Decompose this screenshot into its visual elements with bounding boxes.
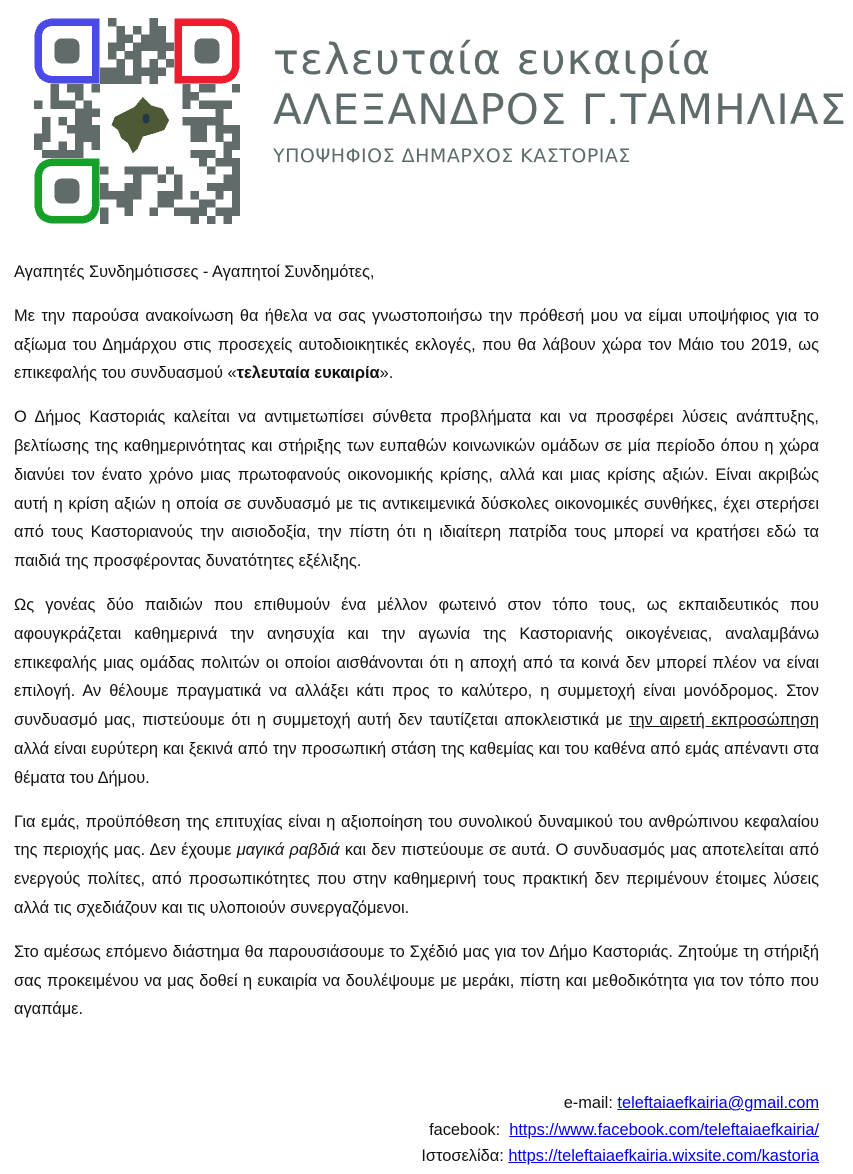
- italic-phrase: μαγικά ραβδιά: [236, 841, 340, 860]
- qr-module: [42, 125, 50, 133]
- qr-module: [158, 34, 166, 42]
- qr-module: [232, 183, 240, 191]
- qr-module: [100, 67, 108, 75]
- qr-module: [215, 183, 223, 191]
- qr-module: [182, 92, 190, 100]
- qr-module: [34, 142, 42, 150]
- qr-module: [59, 142, 67, 150]
- qr-module: [174, 183, 182, 191]
- qr-module: [215, 125, 223, 133]
- qr-module: [50, 92, 58, 100]
- qr-module: [92, 84, 100, 92]
- qr-module: [42, 117, 50, 125]
- qr-module: [92, 125, 100, 133]
- qr-module: [224, 125, 232, 133]
- qr-module: [224, 216, 232, 224]
- letter-body: [14, 258, 819, 1039]
- qr-module: [199, 199, 207, 207]
- qr-module: [199, 125, 207, 133]
- qr-module: [232, 133, 240, 141]
- qr-module: [191, 150, 199, 158]
- qr-module: [199, 84, 207, 92]
- qr-module: [199, 117, 207, 125]
- salutation: Αγαπητές Συνδημότισσες - Αγαπητοί Συνδημότες,: [14, 263, 375, 281]
- paragraph-text: Για εμάς, προϋπόθεση της επιτυχίας είναι η αξιοποίηση του συνολικού δυναμικού του ανθρώπινου κεφαλαίου της περιοχής μας. Δεν έχουμε: [14, 812, 819, 860]
- qr-module: [215, 100, 223, 108]
- qr-module: [59, 150, 67, 158]
- qr-module: [166, 59, 174, 67]
- qr-module: [224, 158, 232, 166]
- qr-module: [67, 150, 75, 158]
- qr-finder-top-left-eye: [55, 39, 80, 64]
- paragraph-municipality-problems: Ο Δήμος Καστοριάς καλείται να αντιμετωπίσει σύνθετα προβλήματα και να προσφέρει λύσεις ανάπτυξης, βελτίωσης της καθημερινότητας και στήριξης των ευπαθών κοινωνικών ομάδων σε μία περίοδο όπου η χώρα διανύει τον ένατο χρόνο μιας πρωτοφανούς οικονομικής κρίσης, αλλά και μιας κρίσης αξιών. Είναι ακριβώς αυτή η κρίση αξιών η οποία σε συνδυασμό με τις αντικειμενικά δύσκολες οικονομικές συνθήκες, έχει στερήσει από τους Καστοριανούς την αισιοδοξία, την πίστη ότι η ιδιαίτερη πατρίδα τους μπορεί να κρατήσει εδώ τα παιδιά της προσφέροντας δυνατότητες εξέλιξης.: [14, 408, 819, 571]
- qr-module: [125, 51, 133, 59]
- qr-module: [141, 166, 149, 174]
- paragraph-text: Ως γονέας δύο παιδιών που επιθυμούν ένα μέλλον φωτεινό στον τόπο τους, ως εκπαιδευτικός που αφουγκράζεται καθημερινά την ανησυχία και την αγωνία της Καστοριανής οικογένειας, αναλαμβάνω επικεφαλής μιας ομάδας πολιτών οι οποίοι αισθάνονται ότι η αποχή από τα κοινά δεν μπορεί πλέον να είναι επιλογή. Αν θέλουμε πραγματικά να αλλάξει κάτι προς το καλύτερο, η συμμετοχή είναι μονόδρομος. Στον συνδυασμό μας, πιστεύουμε ότι η συμμετοχή αυτή δεν ταυτίζεται αποκλειστικά με: [14, 595, 819, 730]
- qr-module: [232, 125, 240, 133]
- qr-module: [100, 183, 108, 191]
- kastoria-map-icon: [111, 97, 169, 153]
- qr-module: [191, 133, 199, 141]
- paragraph-closing: Στο αμέσως επόμενο διάστημα θα παρουσιάσουμε το Σχέδιό μας για τον Δήμο Καστοριάς. Ζητούμε τη στήριξή σας προκειμένου να μας δοθεί η ευκαιρία να δουλέψουμε με μεράκι, πίστη και μεθοδικότητα για τον τόπο που αγαπάμε.: [14, 942, 819, 1019]
- qr-module: [92, 133, 100, 141]
- qr-module: [182, 117, 190, 125]
- qr-module: [116, 191, 124, 199]
- paragraph-intention: [14, 302, 819, 388]
- qr-module: [199, 133, 207, 141]
- qr-module: [191, 125, 199, 133]
- qr-module: [83, 125, 91, 133]
- qr-module: [125, 166, 133, 174]
- paragraph-text: αλλά είναι ευρύτερη και ξεκινά από την προσωπική στάση της καθεμίας και του καθένα από εμάς απέναντι στα θέματα του Δήμου.: [14, 739, 819, 787]
- qr-module: [191, 216, 199, 224]
- qr-module: [50, 150, 58, 158]
- qr-module: [125, 183, 133, 191]
- email-label: e-mail:: [563, 1094, 618, 1112]
- qr-module: [59, 117, 67, 125]
- email-link[interactable]: teleftaiaefkairia@gmail.com: [617, 1094, 819, 1112]
- paragraph-human-capital: [14, 808, 819, 923]
- contact-email-row: [421, 1090, 819, 1117]
- qr-module: [108, 191, 116, 199]
- paragraph-text: Με την παρούσα ανακοίνωση θα ήθελα να σας γνωστοποιήσω την πρόθεσή μου να είμαι υποψήφιος για το αξίωμα του Δημάρχου στις προσεχείς αυτοδιοικητικές εκλογές, που θα λάβουν χώρα τον Μάιο του 2019, ως επικεφαλής του συνδυασμού «: [14, 306, 819, 383]
- qr-finder-bottom-left-eye: [55, 179, 80, 204]
- qr-module: [166, 199, 174, 207]
- qr-module: [133, 191, 141, 199]
- qr-module: [100, 166, 108, 174]
- contact-info: [421, 1090, 819, 1170]
- qr-module: [125, 208, 133, 216]
- qr-module: [125, 34, 133, 42]
- contact-facebook-row: [421, 1117, 819, 1144]
- paragraph-text: ».: [379, 364, 394, 383]
- qr-module: [100, 191, 108, 199]
- qr-module: [108, 67, 116, 75]
- qr-module: [116, 59, 124, 67]
- qr-module: [116, 26, 124, 34]
- qr-module: [133, 26, 141, 34]
- qr-module: [92, 142, 100, 150]
- qr-module: [108, 43, 116, 51]
- candidate-subtitle: ΥΠΟΨΗΦΙΟΣ ΔΗΜΑΡΧΟΣ ΚΑΣΤΟΡΙΑΣ: [273, 145, 631, 167]
- qr-module: [59, 100, 67, 108]
- qr-module: [224, 183, 232, 191]
- qr-module: [215, 117, 223, 125]
- qr-module: [207, 100, 215, 108]
- qr-module: [50, 100, 58, 108]
- qr-module: [215, 191, 223, 199]
- qr-module: [75, 84, 83, 92]
- contact-website-row: [421, 1143, 819, 1170]
- qr-module: [174, 208, 182, 216]
- qr-module: [149, 76, 157, 84]
- qr-module: [83, 117, 91, 125]
- qr-module: [34, 133, 42, 141]
- qr-module: [116, 67, 124, 75]
- qr-module: [215, 133, 223, 141]
- qr-module: [75, 117, 83, 125]
- qr-module: [75, 92, 83, 100]
- qr-module: [108, 76, 116, 84]
- qr-module: [224, 100, 232, 108]
- qr-module: [182, 84, 190, 92]
- qr-module: [166, 166, 174, 174]
- qr-module: [182, 100, 190, 108]
- qr-module: [158, 191, 166, 199]
- qr-module: [215, 109, 223, 117]
- qr-module: [116, 199, 124, 207]
- qr-module: [116, 34, 124, 42]
- qr-module: [108, 18, 116, 26]
- qr-module: [232, 208, 240, 216]
- qr-module: [158, 199, 166, 207]
- qr-module: [75, 125, 83, 133]
- qr-module: [149, 43, 157, 51]
- qr-module: [158, 175, 166, 183]
- qr-module: [158, 43, 166, 51]
- qr-module: [34, 100, 42, 108]
- qr-module: [207, 216, 215, 224]
- facebook-link[interactable]: https://www.facebook.com/teleftaiaefkairia/: [509, 1120, 819, 1139]
- qr-module: [174, 191, 182, 199]
- qr-module: [149, 26, 157, 34]
- qr-module: [224, 142, 232, 150]
- qr-module: [224, 208, 232, 216]
- qr-module: [199, 158, 207, 166]
- qr-module: [133, 175, 141, 183]
- website-link[interactable]: https://teleftaiaefkairia.wixsite.com/kastoria: [508, 1147, 819, 1165]
- qr-module: [83, 133, 91, 141]
- qr-module: [232, 158, 240, 166]
- qr-module: [75, 150, 83, 158]
- qr-module: [166, 43, 174, 51]
- qr-module: [108, 51, 116, 59]
- qr-module: [174, 175, 182, 183]
- qr-module: [133, 166, 141, 174]
- qr-module: [149, 59, 157, 67]
- qr-module: [75, 133, 83, 141]
- qr-module: [67, 100, 75, 108]
- qr-module: [149, 34, 157, 42]
- qr-module: [207, 117, 215, 125]
- underlined-phrase: την αιρετή εκπροσώπηση: [629, 711, 819, 730]
- qr-module: [149, 208, 157, 216]
- qr-module: [191, 191, 199, 199]
- qr-module: [232, 199, 240, 207]
- qr-module: [232, 84, 240, 92]
- qr-module: [133, 76, 141, 84]
- qr-module: [141, 34, 149, 42]
- qr-module: [191, 117, 199, 125]
- qr-module: [141, 43, 149, 51]
- qr-module: [207, 150, 215, 158]
- qr-module: [166, 191, 174, 199]
- qr-module: [215, 208, 223, 216]
- qr-module: [133, 43, 141, 51]
- facebook-label: facebook:: [429, 1120, 510, 1139]
- qr-module: [224, 175, 232, 183]
- letterhead: [0, 0, 853, 240]
- qr-module: [83, 100, 91, 108]
- qr-module: [100, 76, 108, 84]
- qr-module: [207, 84, 215, 92]
- qr-module: [141, 67, 149, 75]
- qr-module: [100, 208, 108, 216]
- website-label: Ιστοσελίδα:: [421, 1147, 509, 1165]
- qr-code: [33, 18, 241, 224]
- qr-module: [133, 51, 141, 59]
- qr-module: [133, 67, 141, 75]
- qr-module: [199, 100, 207, 108]
- paragraph-text: και δεν πιστεύουμε σε αυτά. Ο συνδυασμός μας αποτελείται από ενεργούς πολίτες, από προσωπικότητες που στην καθημερινή τους πρακτική δεν περιμένουν έτοιμες λύσεις αλλά τις σχεδιάζουν και τις υλοποιούν συνεργαζόμενοι.: [14, 841, 819, 917]
- qr-module: [207, 183, 215, 191]
- qr-module: [191, 92, 199, 100]
- qr-module: [149, 67, 157, 75]
- qr-module: [83, 109, 91, 117]
- qr-module: [158, 51, 166, 59]
- qr-module: [75, 109, 83, 117]
- qr-module: [215, 158, 223, 166]
- qr-module: [67, 125, 75, 133]
- qr-module: [125, 76, 133, 84]
- qr-module: [232, 175, 240, 183]
- qr-module: [100, 216, 108, 224]
- qr-module: [133, 183, 141, 191]
- qr-module: [75, 142, 83, 150]
- qr-module: [199, 208, 207, 216]
- qr-module: [182, 208, 190, 216]
- qr-module: [232, 142, 240, 150]
- qr-module: [125, 191, 133, 199]
- qr-module: [116, 43, 124, 51]
- qr-module: [92, 109, 100, 117]
- qr-module: [158, 26, 166, 34]
- qr-module: [158, 67, 166, 75]
- brand-block: [273, 36, 847, 168]
- qr-module: [50, 84, 58, 92]
- qr-module: [232, 166, 240, 174]
- candidate-name: ΑΛΕΞΑΝΔΡΟΣ Γ.ΤΑΜΗΛΙΑΣ: [273, 85, 848, 134]
- qr-module: [149, 18, 157, 26]
- qr-module: [207, 166, 215, 174]
- coalition-name: τελευταία ευκαιρία: [236, 364, 380, 383]
- brand-slogan: τελευταία ευκαιρία: [273, 35, 712, 85]
- qr-module: [125, 199, 133, 207]
- qr-module: [133, 59, 141, 67]
- qr-finder-top-right-eye: [195, 39, 220, 64]
- qr-module: [67, 84, 75, 92]
- qr-module: [232, 191, 240, 199]
- qr-module: [207, 199, 215, 207]
- paragraph-participation: [14, 591, 819, 793]
- qr-module: [224, 150, 232, 158]
- qr-module: [149, 166, 157, 174]
- qr-module: [191, 208, 199, 216]
- qr-module: [42, 133, 50, 141]
- qr-module: [116, 76, 124, 84]
- lake-icon: [142, 114, 149, 124]
- qr-module: [199, 150, 207, 158]
- qr-module: [42, 150, 50, 158]
